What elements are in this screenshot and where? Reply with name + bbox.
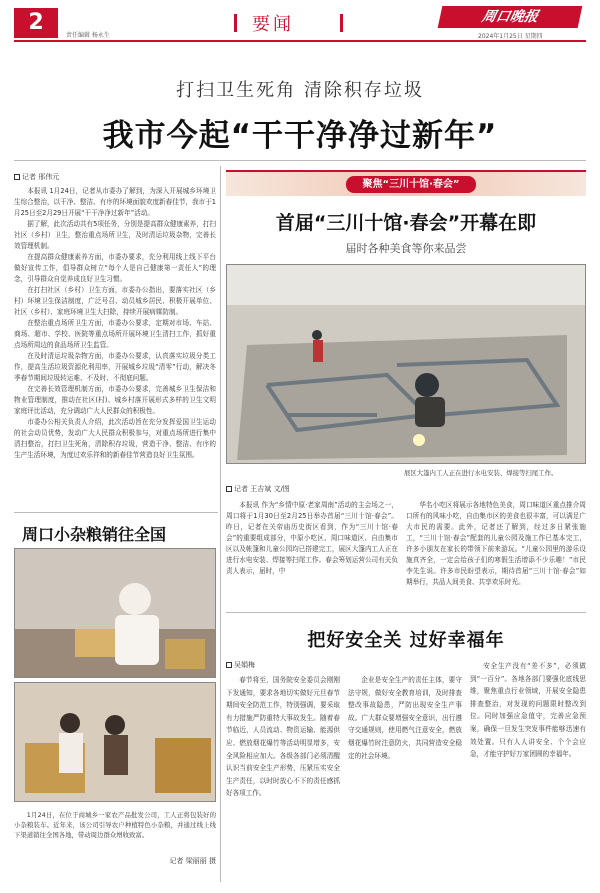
- byline-marker-icon: [226, 662, 232, 668]
- byline-marker-icon: [226, 486, 232, 492]
- newspaper-masthead: 周口晚报: [438, 6, 583, 28]
- grain-credit: 记者 梁丽丽 摄: [169, 857, 216, 865]
- safety-byline: [226, 660, 255, 670]
- editor-line: 责任编辑 杨永生: [66, 32, 110, 39]
- safety-paragraph: 春节将至，国务院安全委员会刚刚下发通知，要求各地切实做好元旦春节期间安全防范工作，特别强调，要采取有力措施严防重特大事故发生。随着春节临近，人员流动、物资运输、能源供应、燃放烟花爆竹等活动明显增多，安全风险相应加大。各级各部门必须清醒认识当前安全生产形势，压紧压实安全生产责任，以时时放心不下的责任感抓好各项工作。: [226, 676, 340, 798]
- lead-paragraph: 本报讯 1月24日，记者从市委办了解到，为深入开展城乡环境卫生综合整治，以干净、整洁、有序的环境面貌欢度新春佳节，我市于1月25日至2月29日开展“干干净净过新年”活动。: [14, 187, 216, 217]
- feature-col-1: [226, 500, 398, 577]
- safety-col-3: [470, 660, 586, 761]
- section-divider-right: [340, 14, 343, 32]
- lead-body: [14, 186, 216, 506]
- safety-headline: 把好安全关 过好幸福年: [307, 630, 505, 651]
- lead-kicker: 打扫卫生死角 清除积存垃圾: [176, 80, 424, 101]
- feature-headline: 首届“三川十馆·春会”开幕在即: [275, 212, 537, 234]
- safety-col-2: [348, 674, 462, 762]
- lead-paragraph: 据了解，此次活动共有5项任务，分别是提高群众健康素养，打扫社区（乡村）卫生，整治重点场所卫生，及时清运垃圾杂物，完善长效管理机制。: [14, 220, 216, 250]
- feature-banner: [226, 170, 586, 196]
- grain-headline: 周口小杂粮销往全国: [22, 525, 167, 544]
- column-divider: [220, 166, 221, 882]
- section-rule: [226, 612, 586, 613]
- safety-col-1: [226, 674, 340, 800]
- feature-photo: [226, 264, 586, 464]
- lead-byline-text: 记者 邢伟元: [22, 173, 60, 181]
- grain-photo-top: [14, 548, 216, 678]
- safety-paragraph: 企业是安全生产的责任主体，要守法守规，做好安全教育培训，及时排查整改事故隐患，严防出现安全生产事故。广大群众要增强安全意识，出行遵守交通规则，使用燃气注意安全，燃放烟花爆竹时注意防火，共同营造安全稳定的社会环境。: [348, 676, 462, 760]
- safety-byline-text: 吴娟梅: [234, 661, 255, 669]
- feature-paragraph: 华名小吃区将展示各地特色美食，周口味道区重点推介周口所有的风味小吃，自由集市区的美食也很丰富，可以满足广大市民的需要。此外，记者还了解到，经过多日紧张施工，“三川十馆·春会”配套的儿童公园及施工作已基本完工，许多小朋友在家长的带领下前来游玩。“儿童公园里的游乐设施真齐全，一定会给孩子们的寒假生活增添不少乐趣！”市民李先生说。许多市民盼望表示，期待首届“三川十馆·春会”如期举行，共品人间美食、共享欢乐时光。: [406, 501, 586, 586]
- warehouse-illustration: [15, 683, 216, 802]
- headline-rule: [14, 160, 586, 161]
- section-rule: [14, 512, 218, 513]
- lead-paragraph: 在及时清运垃圾杂物方面，市委办公要求，认真落实垃圾分类工作，提高生活垃圾资源化利用率，开展城乡垃圾“清零”行动，解决冬季春节期间垃圾转运难、不及时、不彻底问题。: [14, 352, 216, 382]
- header-rule: [14, 40, 586, 42]
- grain-photo-bottom: [14, 682, 216, 802]
- byline-marker-icon: [14, 174, 20, 180]
- feature-subhead: 届时各种美食等你来品尝: [345, 242, 467, 255]
- page-number: 2: [14, 8, 58, 38]
- lead-paragraph: 在完善长效管理机制方面，市委办公要求，完善城乡卫生保洁和物业管理制度，推动在社区(村)、城乡村落开展形式多样的卫生文明家庭评比活动，充分调动广大人民群众的积极性。: [14, 385, 216, 415]
- worker-packing-illustration: [15, 549, 216, 678]
- feature-byline: [226, 484, 290, 494]
- lead-paragraph: 在整治重点场所卫生方面，市委办公要求，定期对市场、车站、商场、超市、学校、医院等重点场所开展环境卫生清扫工作，抓好重点场所周边的食品场所卫生监管。: [14, 319, 216, 349]
- feature-byline-text: 记者 王吉斌 文/图: [234, 485, 290, 493]
- grain-caption: 1月24日，在位于商城乡一家农产品批发公司，工人正将包装好的小杂粮装车。近年来，该公司引导农户种植特色小杂粮，并通过线上线下渠道销往全国各地，带动周边群众增收致富。: [14, 811, 216, 839]
- lead-byline: [14, 172, 59, 182]
- feature-banner-badge: 聚焦“三川十馆·春会”: [346, 176, 476, 193]
- lead-paragraph: 在提高群众健康素养方面，市委办要求，充分利用线上线下平台做好宣传工作，倡导群众树立“每个人是自己健康第一责任人”的理念，引导群众自觉养成良好卫生习惯。: [14, 253, 216, 283]
- lead-paragraph: 在打扫社区（乡村）卫生方面，市委办公指出，要落实社区（乡村）环境卫生保洁制度，广泛号召、动员城乡居民、积极开展单位、社区（乡村）、家庭环境卫生大扫除，持续开展病媒防制。: [14, 286, 216, 316]
- section-label: 要闻: [252, 14, 294, 35]
- feature-photo-caption: 展区大篷内工人正在进行水电安装、焊接等扫尾工作。: [404, 469, 558, 477]
- feature-col-2: [406, 500, 586, 588]
- feature-paragraph: 本报讯 作为“乡情中原·老家周南”活动的主会场之一，周口将于1月30日至2月25日举办首届“三川十馆·春会”。昨日，记者在关帝庙历史街区看到，作为“三川十馆·春会”的重要组成部分，中原小吃区、周口味道区、自由集市区以及帐篷和儿童公园均已搭建完工，展区大篷内工人正在进行水电安装、焊接等扫尾工作。春会筹划运营公司有关负责人表示，届时，中: [226, 501, 398, 575]
- lead-headline: 我市今起“干干净净过新年”: [102, 118, 498, 154]
- issue-date: 2024年1月25日 星期四: [478, 33, 543, 40]
- lead-paragraph: 市委办公相关负责人介绍，此次活动旨在充分发挥爱国卫生运动的社会动员优势，发动广大人民群众积极参与，对重点场所进行集中清扫整治，打扫卫生死角，清除积存垃圾，营造干净、整洁、有序的生产生活环境，为度过欢乐祥和的新春佳节营造良好卫生氛围。: [14, 418, 216, 459]
- welding-site-illustration: [227, 265, 586, 464]
- section-divider-left: [234, 14, 237, 32]
- safety-paragraph: 安全生产没有“差不多”，必须做到“一百分”。各地各部门要强化底线思维，聚焦重点行业领域，开展安全隐患排查整治，对发现的问题限时整改到位。同时加强应急值守，完善应急预案，确保一旦发生突发事件能够迅速有效处置。只有人人讲安全、个个会应急，才能守护好万家团圆的幸福年。: [470, 662, 586, 759]
